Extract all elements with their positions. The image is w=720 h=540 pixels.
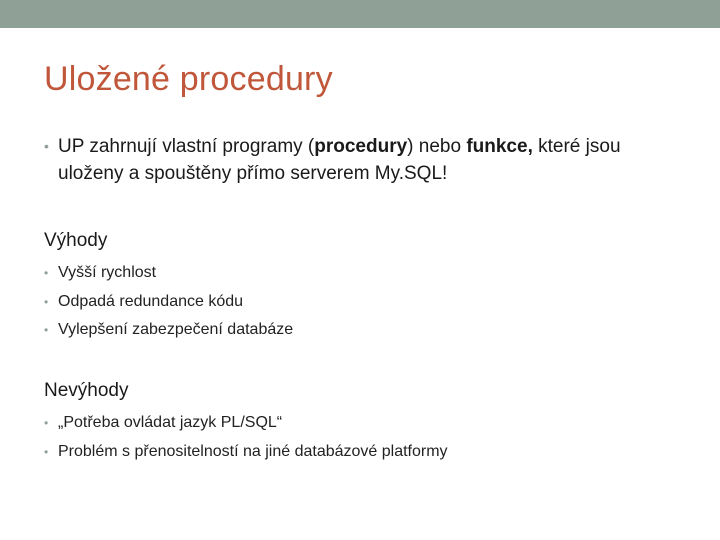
advantages-list [44, 259, 293, 345]
bullet-dot-icon: • [44, 266, 49, 280]
advantages-heading: Výhody [44, 230, 108, 251]
list-item: • Problém s přenositelností na jiné databázové platformy [44, 438, 448, 467]
bullet-dot-icon: • [44, 323, 49, 337]
intro-bold-procedury: procedury [314, 136, 408, 157]
intro-text: UP zahrnují vlastní programy (procedury) nebo funkce, které jsou uloženy a spouštěny přímo serverem My.SQL! [58, 136, 621, 184]
bullet-dot-icon: • [44, 416, 49, 430]
list-item: • Vylepšení zabezpečení databáze [44, 316, 293, 345]
list-item: • „Potřeba ovládat jazyk PL/SQL“ [44, 409, 448, 438]
top-accent-bar [0, 0, 720, 28]
slide-title: Uložené procedury [44, 60, 333, 98]
bullet-dot-icon: • [44, 138, 49, 154]
bullet-dot-icon: • [44, 294, 49, 309]
intro-bullet [44, 133, 684, 187]
disadvantages-heading: Nevýhody [44, 380, 129, 401]
disadvantages-list [44, 409, 448, 466]
list-item: • Odpadá redundance kódu [44, 288, 293, 317]
list-item: • Vyšší rychlost [44, 259, 293, 288]
intro-bold-funkce: funkce, [466, 136, 533, 157]
bullet-dot-icon: • [44, 444, 49, 459]
